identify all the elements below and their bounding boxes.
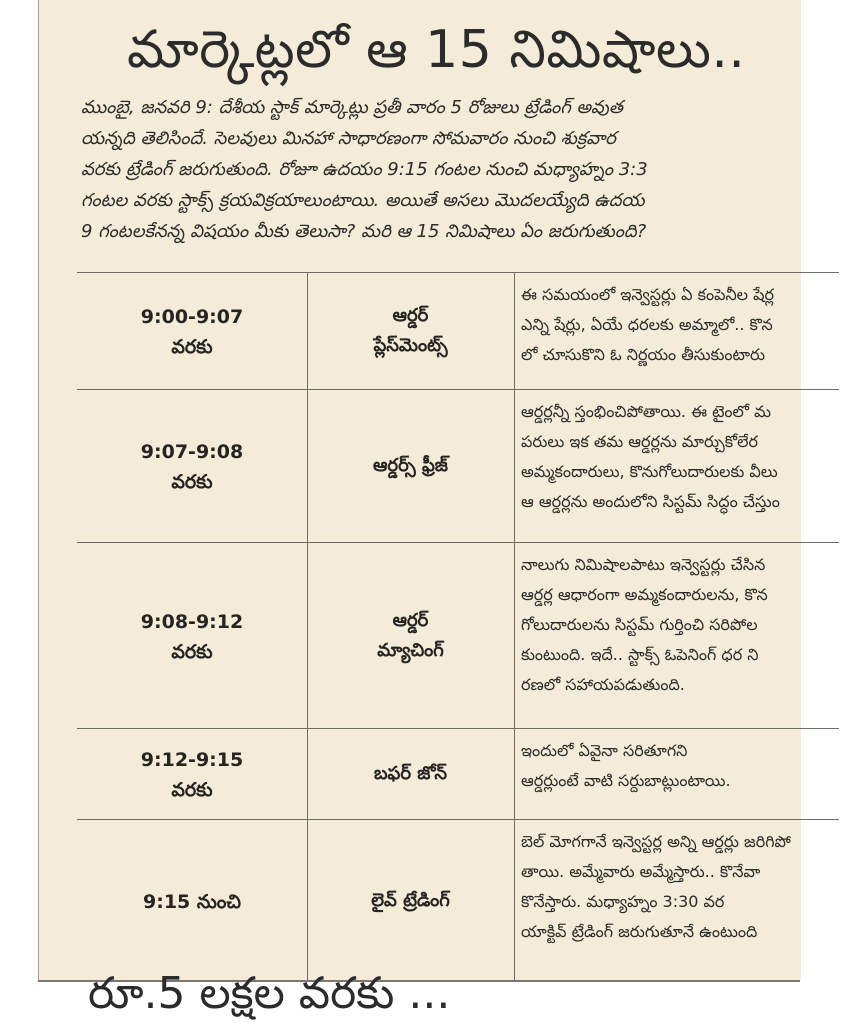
stage-cell — [307, 820, 514, 982]
description-cell — [514, 390, 839, 542]
stage-label: ఆర్డర్ మ్యాచింగ్ — [377, 609, 444, 661]
stage-label: లైవ్ ట్రేడింగ్ — [371, 890, 450, 911]
next-article-title-text: రూ.5 లక్షల వరకు ... — [88, 968, 451, 1019]
description-line: ఆర్డర్లుంటే వాటి సర్దుబాట్లుంటాయి. — [521, 771, 731, 790]
intro-line: గంటల వరకు స్టాక్స్ క్రయవిక్రయాలుంటాయి. అయితే అసలు మొదలయ్యేది ఉదయ — [81, 190, 645, 211]
timing-table — [77, 272, 839, 984]
article-intro — [81, 92, 839, 272]
description-line: ఆర్డర్లన్నీ స్తంభించిపోతాయి. ఈ టైంలో మ — [521, 402, 772, 421]
article-title: మార్కెట్లలో ఆ 15 నిమిషాలు.. — [127, 20, 746, 80]
description-cell — [514, 273, 839, 389]
description-line: నాలుగు నిమిషాలపాటు ఇన్వెస్టర్లు చేసిన — [521, 555, 766, 574]
stage-cell — [307, 390, 514, 542]
time-cell — [77, 729, 307, 819]
stage-cell — [307, 729, 514, 819]
stage-cell — [307, 273, 514, 389]
description-line: కుంటుంది. ఇదే.. స్టాక్స్ ఓపెనింగ్ ధర ని — [521, 645, 759, 664]
description-line: బెల్ మోగగానే ఇన్వెస్టర్ల అన్ని ఆర్డర్లు జరిగిపో — [521, 832, 791, 851]
description-line: కొనేస్తారు. మధ్యాహ్నం 3:30 వర — [521, 892, 725, 911]
time-range: 9:07-9:08 వరకు — [140, 441, 244, 493]
intro-line: యన్నది తెలిసిందే. సెలవులు మినహా సాధారణంగా సోమవారం నుంచి శుక్రవార — [81, 128, 616, 149]
left-margin — [0, 0, 38, 1006]
time-range: 9:00-9:07 వరకు — [140, 306, 244, 358]
time-range: 9:08-9:12 వరకు — [140, 610, 244, 663]
stage-label: బఫర్ జోన్ — [374, 763, 447, 784]
description-line: యాక్టివ్ ట్రేడింగ్ జరుగుతూనే ఉంటుంది — [521, 922, 758, 941]
time-range: 9:12-9:15 వరకు — [140, 749, 244, 801]
table-row — [77, 272, 839, 389]
table-row — [77, 542, 839, 728]
table-row — [77, 819, 839, 982]
intro-line: వరకు ట్రేడింగ్ జరుగుతుంది. రోజూ ఉదయం 9:15 గంటల నుంచి మధ్యాహ్నం 3:3 — [81, 159, 648, 180]
description-line: లో చూసుకొని ఓ నిర్ణయం తీసుకుంటారు — [521, 345, 766, 364]
description-line: గోలుదారులను సిస్టమ్ గుర్తించి సరిపోల — [521, 615, 758, 634]
description-line: తాయి. అమ్మేవారు అమ్మేస్తారు.. కొనేవా — [521, 862, 761, 881]
description-line: అమ్మకందారులు, కొనుగోలుదారులకు వీలు — [521, 462, 778, 481]
newspaper-clipping — [38, 0, 801, 980]
time-range: 9:15 నుంచి — [143, 891, 241, 913]
intro-line: 9 గంటలకేనన్న విషయం మీకు తెలుసా? మరి ఆ 15 నిమిషాలు ఏం జరుగుతుంది? — [81, 221, 647, 242]
intro-line: ముంబై, జనవరి 9: దేశీయ స్టాక్ మార్కెట్లు ప్రతీ వారం 5 రోజులు ట్రేడింగ్ అవుత — [81, 97, 623, 118]
description-cell — [514, 543, 839, 728]
time-cell — [77, 543, 307, 728]
stage-label: ఆర్డర్స్ ఫ్రీజ్ — [373, 455, 448, 476]
time-cell — [77, 390, 307, 542]
description-line: ఎన్ని షేర్లు, ఏయే ధరలకు అమ్మాలో.. కొన — [521, 315, 773, 334]
description-line: ఈ సమయంలో ఇన్వెస్టర్లు ఏ కంపెనీల షేర్ల — [521, 285, 774, 304]
description-line: ఇందులో ఏవైనా సరితూగని — [521, 741, 688, 760]
stage-cell — [307, 543, 514, 728]
time-cell — [77, 820, 307, 982]
description-cell — [514, 729, 839, 819]
next-article-title-fragment — [88, 968, 788, 1019]
description-line: రణలో సహాయపడుతుంది. — [521, 675, 685, 694]
description-cell — [514, 820, 839, 982]
description-line: ఆర్డర్ల ఆధారంగా అమ్మకందారులను, కొన — [521, 585, 768, 604]
description-line: పరులు ఇక తమ ఆర్డర్లను మార్చుకోలేర — [521, 432, 758, 451]
description-line: ఆ ఆర్డర్లను అందులోని సిస్టమ్ సిద్ధం చేస్తుం — [521, 492, 780, 511]
stage-label: ఆర్డర్ ప్లేస్‌మెంట్స్ — [373, 305, 448, 356]
table-row — [77, 389, 839, 542]
table-row — [77, 728, 839, 819]
time-cell — [77, 273, 307, 389]
